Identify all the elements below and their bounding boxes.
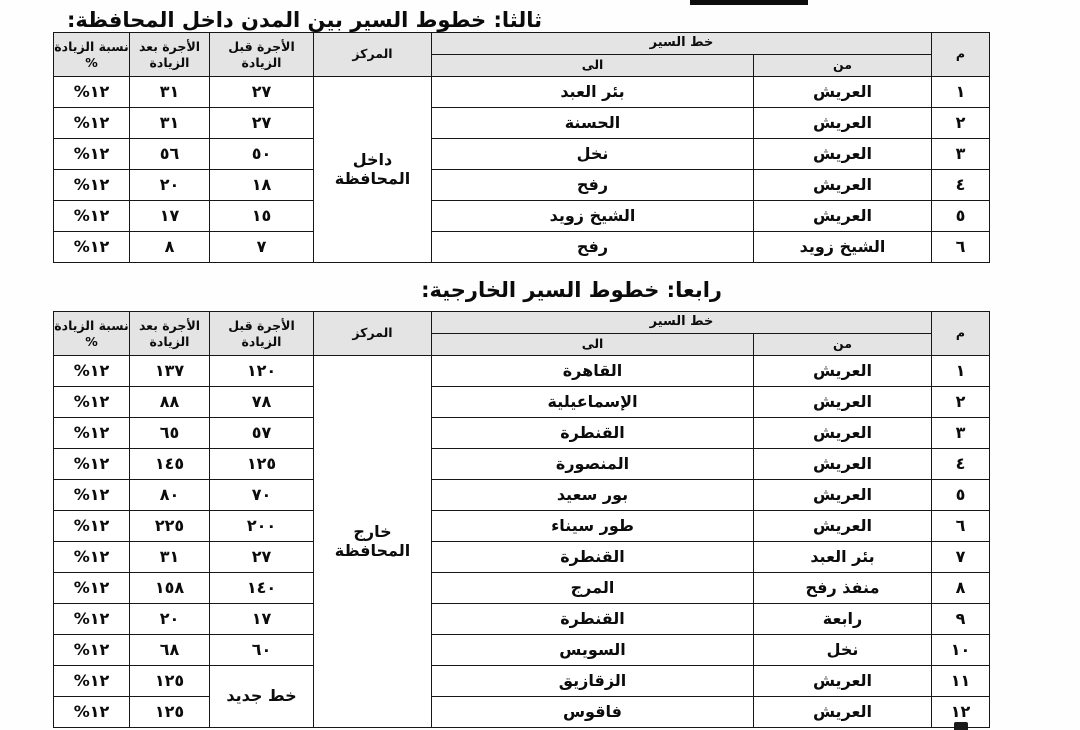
fare-before: ١٧	[210, 604, 314, 635]
increase-percent: ١٢%	[54, 201, 130, 232]
fare-before: ٢٧	[210, 542, 314, 573]
fare-after: ١٤٥	[130, 449, 210, 480]
fare-after: ٥٦	[130, 139, 210, 170]
fare-after: ٢٠	[130, 170, 210, 201]
internal-routes-table	[53, 32, 990, 263]
fare-after: ٣١	[130, 108, 210, 139]
row-number: ٤	[932, 449, 990, 480]
header-fare-after	[130, 312, 210, 356]
increase-percent: ١٢%	[54, 480, 130, 511]
increase-percent: ١٢%	[54, 108, 130, 139]
table-body	[54, 77, 990, 263]
fare-before: ٧٨	[210, 387, 314, 418]
table-row	[54, 697, 990, 728]
route-from: العريش	[754, 449, 932, 480]
increase-percent: ١٢%	[54, 573, 130, 604]
table-row	[54, 108, 990, 139]
route-to: فاقوس	[432, 697, 754, 728]
route-to: طور سيناء	[432, 511, 754, 542]
table-header-row-top	[54, 312, 990, 334]
increase-percent: ١٢%	[54, 666, 130, 697]
row-number: ٦	[932, 232, 990, 263]
route-from: رابعة	[754, 604, 932, 635]
center-name	[314, 77, 432, 263]
table-row	[54, 635, 990, 666]
fare-after: ٨	[130, 232, 210, 263]
increase-percent: ١٢%	[54, 542, 130, 573]
fare-after: ١٢٥	[130, 697, 210, 728]
fare-before: ٦٠	[210, 635, 314, 666]
header-fare-before-line2: الزيادة	[241, 333, 282, 349]
route-to: الشيخ زويد	[432, 201, 754, 232]
route-to: القنطرة	[432, 418, 754, 449]
center-name	[314, 356, 432, 728]
route-to: القاهرة	[432, 356, 754, 387]
header-increase-percent-line2: %	[85, 333, 98, 349]
route-from: العريش	[754, 418, 932, 449]
table-row	[54, 139, 990, 170]
table-header-row-top	[54, 33, 990, 55]
increase-percent: ١٢%	[54, 356, 130, 387]
route-to: بور سعيد	[432, 480, 754, 511]
route-from: العريش	[754, 387, 932, 418]
route-from: العريش	[754, 356, 932, 387]
fare-after: ١٢٥	[130, 666, 210, 697]
row-number: ١٢	[932, 697, 990, 728]
row-number: ٣	[932, 139, 990, 170]
header-to: الى	[432, 55, 754, 77]
section-heading-internal-routes: ثالثا: خطوط السير بين المدن داخل المحافظة:	[67, 8, 542, 32]
route-to: بئر العبد	[432, 77, 754, 108]
fare-before: ١٨	[210, 170, 314, 201]
route-from: الشيخ زويد	[754, 232, 932, 263]
route-to: المرج	[432, 573, 754, 604]
header-fare-after-line2: الزيادة	[149, 333, 190, 349]
table-row	[54, 418, 990, 449]
header-fare-before	[210, 33, 314, 77]
route-from: العريش	[754, 77, 932, 108]
table-row	[54, 232, 990, 263]
table-header	[54, 312, 990, 356]
header-fare-after	[130, 33, 210, 77]
table-row	[54, 170, 990, 201]
fare-before: ١٢٠	[210, 356, 314, 387]
row-number: ١	[932, 356, 990, 387]
route-from: منفذ رفح	[754, 573, 932, 604]
row-number: ٨	[932, 573, 990, 604]
increase-percent: ١٢%	[54, 511, 130, 542]
table-row	[54, 77, 990, 108]
center-name-line1: داخل	[352, 150, 393, 170]
row-number: ٦	[932, 511, 990, 542]
fare-after: ٦٨	[130, 635, 210, 666]
header-fare-after-line2: الزيادة	[149, 54, 190, 70]
row-number: ٤	[932, 170, 990, 201]
fare-after: ١٣٧	[130, 356, 210, 387]
route-from: العريش	[754, 201, 932, 232]
section-heading-external-routes: رابعا: خطوط السير الخارجية:	[421, 278, 722, 302]
table-row	[54, 604, 990, 635]
table-row	[54, 387, 990, 418]
row-number: ٥	[932, 201, 990, 232]
header-increase-percent-line2: %	[85, 54, 98, 70]
increase-percent: ١٢%	[54, 418, 130, 449]
route-to: رفح	[432, 232, 754, 263]
route-to: نخل	[432, 139, 754, 170]
center-name-line1: خارج	[353, 522, 392, 542]
top-edge-artifact	[690, 0, 808, 5]
fare-before: ٧	[210, 232, 314, 263]
table-row	[54, 449, 990, 480]
row-number: ٧	[932, 542, 990, 573]
route-to: الإسماعيلية	[432, 387, 754, 418]
header-fare-before-line2: الزيادة	[241, 54, 282, 70]
route-to: السويس	[432, 635, 754, 666]
header-increase-percent	[54, 312, 130, 356]
fare-before: ٢٠٠	[210, 511, 314, 542]
header-center: المركز	[314, 33, 432, 77]
route-to: الزقازيق	[432, 666, 754, 697]
fare-after: ٢٢٥	[130, 511, 210, 542]
internal-routes-table-wrapper	[54, 32, 990, 263]
increase-percent: ١٢%	[54, 635, 130, 666]
header-to: الى	[432, 334, 754, 356]
table-row	[54, 666, 990, 697]
table-row	[54, 356, 990, 387]
fare-before: ٧٠	[210, 480, 314, 511]
header-fare-before-line1: الأجرة قبل	[228, 38, 295, 54]
center-name-line2: المحافظة	[334, 168, 411, 188]
fare-after: ٢٠	[130, 604, 210, 635]
route-from: نخل	[754, 635, 932, 666]
fare-before: ٥٠	[210, 139, 314, 170]
increase-percent: ١٢%	[54, 77, 130, 108]
increase-percent: ١٢%	[54, 139, 130, 170]
header-fare-after-line1: الأجرة بعد	[138, 317, 201, 333]
header-increase-percent-line1: نسبة الزيادة	[54, 38, 129, 54]
fare-after: ١٥٨	[130, 573, 210, 604]
route-to: الحسنة	[432, 108, 754, 139]
fare-after: ٣١	[130, 542, 210, 573]
header-increase-percent	[54, 33, 130, 77]
table-header	[54, 33, 990, 77]
route-from: العريش	[754, 139, 932, 170]
increase-percent: ١٢%	[54, 449, 130, 480]
header-number: م	[932, 312, 990, 356]
fare-before: ١٢٥	[210, 449, 314, 480]
table-row	[54, 480, 990, 511]
fare-after: ٦٥	[130, 418, 210, 449]
route-from: العريش	[754, 511, 932, 542]
row-number: ١	[932, 77, 990, 108]
route-to: المنصورة	[432, 449, 754, 480]
row-number: ٩	[932, 604, 990, 635]
header-number: م	[932, 33, 990, 77]
fare-before-new-line: خط جديد	[210, 666, 314, 728]
fare-before: ١٤٠	[210, 573, 314, 604]
header-fare-before-line1: الأجرة قبل	[228, 317, 295, 333]
header-route-group: خط السير	[432, 312, 932, 334]
route-from: العريش	[754, 108, 932, 139]
table-row	[54, 542, 990, 573]
fare-before: ١٥	[210, 201, 314, 232]
header-from: من	[754, 334, 932, 356]
external-routes-table-wrapper	[54, 311, 990, 728]
fare-after: ١٧	[130, 201, 210, 232]
route-to: رفح	[432, 170, 754, 201]
row-number: ٢	[932, 387, 990, 418]
row-number: ٣	[932, 418, 990, 449]
row-number: ٥	[932, 480, 990, 511]
fare-before: ٢٧	[210, 77, 314, 108]
increase-percent: ١٢%	[54, 232, 130, 263]
header-center: المركز	[314, 312, 432, 356]
route-from: العريش	[754, 666, 932, 697]
route-from: العريش	[754, 170, 932, 201]
table-body	[54, 356, 990, 728]
fare-after: ٨٠	[130, 480, 210, 511]
route-from: العريش	[754, 697, 932, 728]
header-fare-after-line1: الأجرة بعد	[138, 38, 201, 54]
route-to: القنطرة	[432, 604, 754, 635]
table-row	[54, 573, 990, 604]
fare-before: ٢٧	[210, 108, 314, 139]
increase-percent: ١٢%	[54, 170, 130, 201]
header-fare-before	[210, 312, 314, 356]
increase-percent: ١٢%	[54, 604, 130, 635]
bottom-edge-artifact	[954, 722, 968, 730]
fare-after: ٨٨	[130, 387, 210, 418]
table-row	[54, 201, 990, 232]
external-routes-table	[53, 311, 990, 728]
header-from: من	[754, 55, 932, 77]
fare-after: ٣١	[130, 77, 210, 108]
route-to: القنطرة	[432, 542, 754, 573]
header-route-group: خط السير	[432, 33, 932, 55]
header-increase-percent-line1: نسبة الزيادة	[54, 317, 129, 333]
fare-before: ٥٧	[210, 418, 314, 449]
row-number: ١٠	[932, 635, 990, 666]
increase-percent: ١٢%	[54, 387, 130, 418]
row-number: ١١	[932, 666, 990, 697]
table-row	[54, 511, 990, 542]
increase-percent: ١٢%	[54, 697, 130, 728]
row-number: ٢	[932, 108, 990, 139]
route-from: بئر العبد	[754, 542, 932, 573]
center-name-line2: المحافظة	[334, 540, 411, 560]
route-from: العريش	[754, 480, 932, 511]
